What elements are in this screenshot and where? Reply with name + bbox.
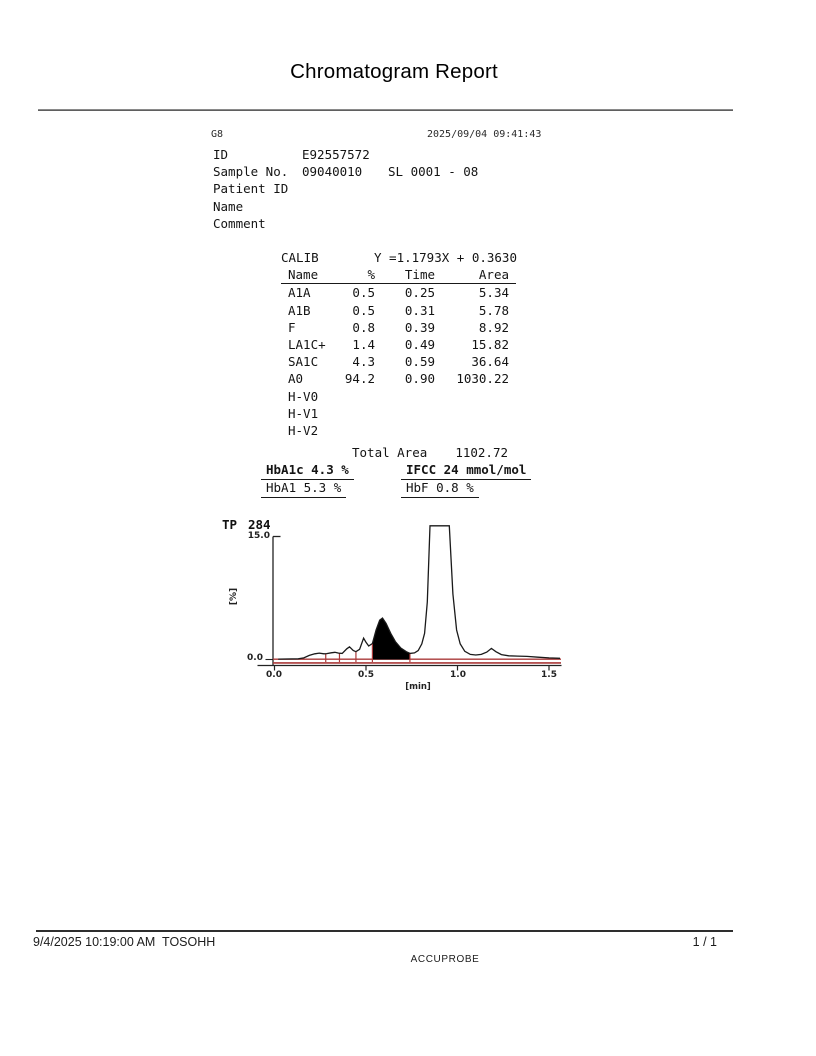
peak-name: H-V2 [288, 422, 319, 438]
peak-pct: 0.8 [352, 319, 375, 335]
peak-time: 0.59 [404, 354, 435, 370]
x-tick-05: 0.5 [358, 670, 374, 680]
footer-divider [36, 930, 733, 932]
hba1-result: HbA1 5.3 % [261, 479, 346, 498]
comment-label: Comment [213, 215, 266, 231]
peak-pct: 0.5 [352, 302, 375, 318]
peak-name: LA1C+ [288, 336, 326, 352]
table-row [281, 353, 516, 370]
table-row [281, 302, 516, 319]
peak-pct: 4.3 [352, 354, 375, 370]
info-row-id [213, 146, 543, 163]
tp-value: 284 [248, 517, 271, 532]
col-pct: % [367, 267, 375, 283]
peak-time [375, 388, 435, 405]
table-row [281, 284, 516, 301]
sample-info [213, 146, 543, 232]
device-name: G8 [211, 129, 224, 140]
peak-area: 5.78 [478, 302, 509, 318]
peak-name: H-V0 [288, 388, 319, 404]
device-line [211, 126, 571, 140]
peak-time [375, 422, 435, 439]
peak-pct [341, 422, 375, 439]
x-tick-10: 1.0 [450, 670, 466, 680]
table-row [281, 370, 516, 387]
peak-area: 8.92 [478, 319, 509, 335]
peak-pct: 0.5 [352, 285, 375, 301]
peak-area [435, 388, 509, 405]
col-time: Time [404, 267, 435, 283]
peak-area [435, 422, 509, 439]
ifcc-result: IFCC 24 mmol/mol [401, 461, 531, 480]
peak-time [375, 405, 435, 422]
info-row-name [213, 198, 543, 215]
sample-position: SL 0001 - 08 [388, 164, 479, 180]
table-row [281, 405, 516, 422]
peak-time: 0.31 [404, 302, 435, 318]
sample-no-value: 09040010 [302, 164, 363, 180]
peak-area: 5.34 [478, 285, 509, 301]
sample-no-label: Sample No. [213, 164, 289, 180]
id-value: E92557572 [302, 147, 370, 162]
col-name: Name [288, 267, 319, 283]
table-row [281, 336, 516, 353]
peak-name: A1B [288, 302, 311, 318]
info-row-comment [213, 215, 543, 232]
peak-area: 36.64 [471, 354, 509, 370]
calib-equation-row [281, 249, 521, 266]
total-area-value: 1102.72 [455, 445, 508, 460]
hba1c-result: HbA1c 4.3 % [261, 461, 354, 480]
peak-time: 0.39 [404, 319, 435, 335]
hbf-result: HbF 0.8 % [401, 479, 479, 498]
calib-label: CALIB [281, 250, 319, 265]
peak-pct: 94.2 [344, 371, 375, 387]
peak-name: SA1C [288, 354, 319, 370]
total-area-label: Total Area [352, 445, 428, 460]
peak-name: A1A [288, 285, 311, 301]
patient-id-label: Patient ID [213, 181, 289, 197]
name-label: Name [213, 198, 244, 214]
header-divider [38, 109, 733, 111]
y-axis-max-label: 15.0 [247, 531, 270, 541]
table-row [281, 388, 516, 405]
peak-name: H-V1 [288, 405, 319, 421]
peak-pct [341, 388, 375, 405]
peak-pct [341, 405, 375, 422]
total-area-line [352, 444, 508, 461]
peak-name: F [288, 319, 296, 335]
footer-source-label: ACCUPROBE [410, 954, 480, 965]
page-title: Chromatogram Report [290, 60, 498, 83]
tp-label: TP [222, 517, 238, 532]
peak-name: A0 [288, 371, 304, 387]
y-axis-min-label: 0.0 [247, 653, 263, 663]
peak-time: 0.25 [404, 285, 435, 301]
footer-print-info: 9/4/2025 10:19:00 AM TOSOHH [33, 935, 216, 949]
footer-page-number: 1 / 1 [692, 935, 717, 949]
peak-time: 0.49 [404, 336, 435, 352]
peak-area [435, 405, 509, 422]
peak-area: 1030.22 [456, 371, 509, 387]
x-tick-0: 0.0 [266, 670, 282, 680]
id-label: ID [213, 147, 229, 162]
peak-pct: 1.4 [352, 336, 375, 352]
table-row [281, 319, 516, 336]
calib-section [281, 249, 521, 439]
x-axis-unit-label: [min] [405, 682, 431, 692]
calib-equation: Y =1.1793X + 0.3630 [374, 250, 517, 265]
info-row-patient [213, 180, 543, 197]
report-datetime: 2025/09/04 09:41:43 [427, 129, 542, 140]
peak-time: 0.90 [404, 371, 435, 387]
y-axis-unit-label: [%] [229, 587, 240, 606]
peak-area: 15.82 [471, 336, 509, 352]
col-area: Area [478, 267, 509, 283]
table-row [281, 422, 516, 439]
x-tick-15: 1.5 [541, 670, 557, 680]
calib-table-header [281, 266, 516, 284]
info-row-sample [213, 163, 543, 180]
